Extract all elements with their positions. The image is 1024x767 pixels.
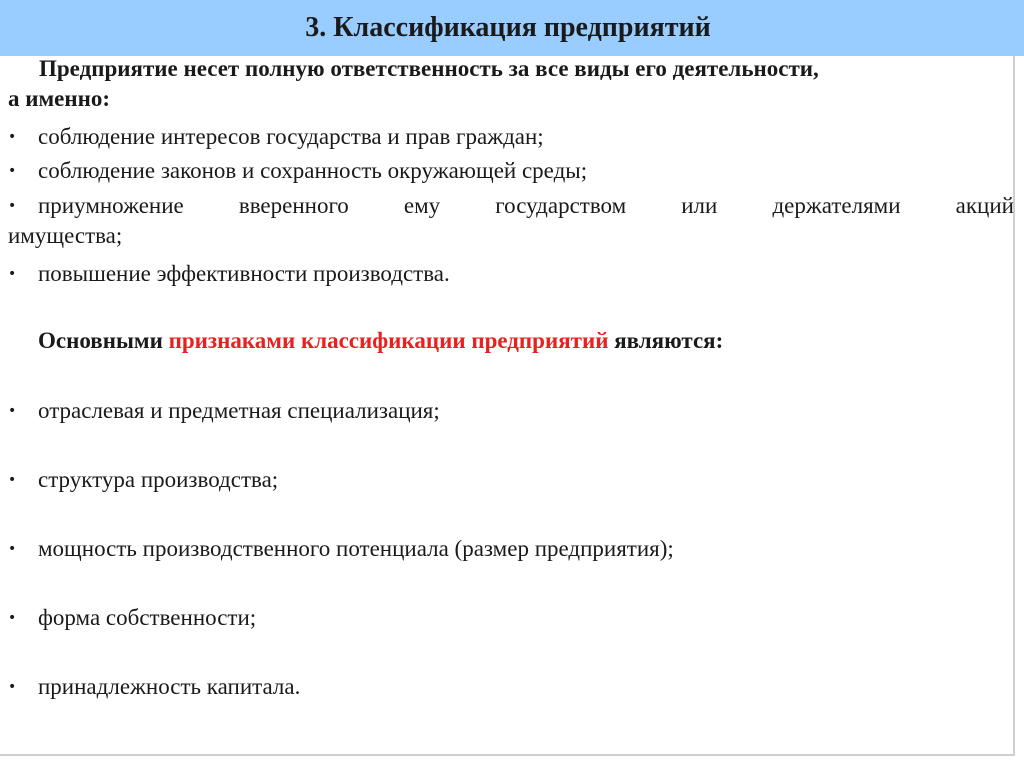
classification-text: мощность производственного потенциала (размер предприятия); — [38, 536, 674, 561]
responsibility-item — [8, 259, 1014, 289]
classification-item — [8, 396, 440, 426]
classification-text: отраслевая и предметная специализация; — [38, 398, 440, 423]
bullet-icon: • — [8, 266, 17, 282]
heading-prefix: Основными — [38, 328, 169, 353]
intro-line-1: Предприятие несет полную ответственность за все виды его деятельности, — [39, 56, 819, 81]
classification-text: структура производства; — [38, 467, 279, 492]
responsibility-text: соблюдение интересов государства и прав граждан; — [38, 124, 544, 149]
bullet-icon: • — [8, 541, 17, 557]
responsibility-word: держателями — [772, 193, 901, 218]
bullet-icon: • — [8, 472, 17, 488]
heading-suffix: являются: — [608, 328, 724, 353]
classification-heading — [38, 326, 723, 356]
responsibility-wrap-text: имущества; — [8, 223, 123, 248]
bullet-icon: • — [8, 610, 17, 626]
heading-highlight: признаками классификации предприятий — [168, 328, 609, 353]
responsibility-word: приумножение — [38, 193, 184, 218]
classification-item — [8, 603, 256, 633]
responsibility-item — [8, 122, 1014, 152]
bullet-icon: • — [8, 129, 17, 145]
responsibility-text: повышение эффективности производства. — [38, 261, 450, 286]
bullet-icon: • — [8, 403, 17, 419]
classification-text: принадлежность капитала. — [38, 674, 301, 699]
responsibility-word: или — [681, 193, 718, 218]
classification-text: форма собственности; — [38, 605, 257, 630]
classification-item — [8, 465, 278, 495]
responsibility-word: ему — [403, 193, 441, 218]
responsibility-text: соблюдение законов и сохранность окружающей среды; — [38, 158, 588, 183]
classification-item — [8, 672, 300, 702]
title-bar — [0, 0, 1024, 56]
intro-line-2: а именно: — [8, 86, 111, 111]
responsibility-word: акций — [955, 193, 1014, 218]
responsibility-item-justified — [8, 191, 1014, 251]
bullet-icon: • — [8, 163, 17, 179]
bullet-icon: • — [8, 679, 17, 695]
bullet-icon: • — [8, 198, 17, 214]
responsibility-word: вверенного — [238, 193, 349, 218]
responsibility-word: государством — [495, 193, 627, 218]
slide-title: 3. Классификация предприятий — [305, 12, 711, 43]
responsibility-item — [8, 156, 1014, 186]
classification-item — [8, 534, 674, 564]
justified-line — [8, 191, 1014, 221]
